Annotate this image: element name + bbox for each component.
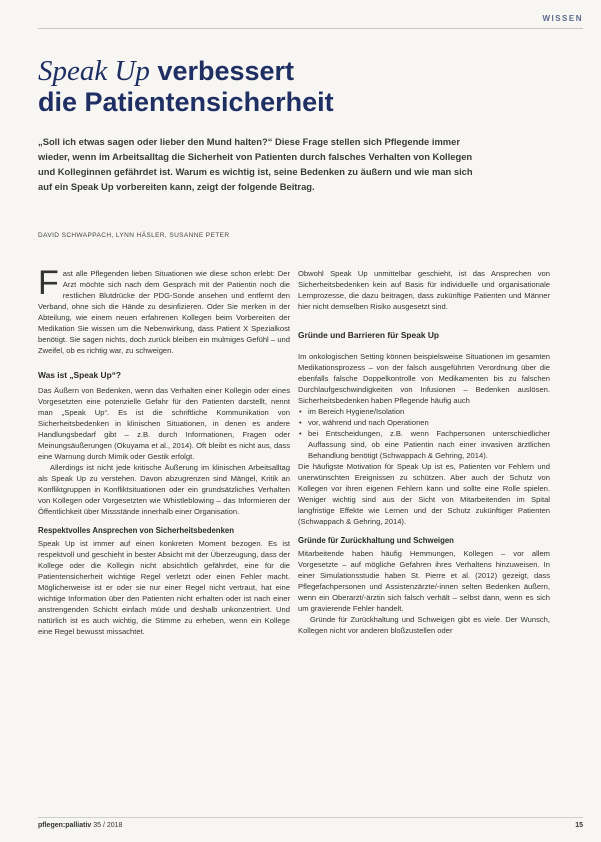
title-italic-part: Speak Up (38, 55, 150, 87)
paragraph-respektvoll: Speak Up ist immer auf einen konkreten Moment bezogen. Es ist respektvoll und geschieht in bester Absicht mit der Überzeugung, dass der Kollege oder die Kollegin nicht absichtlich gefährdet, eine für die Patientensicherheit wichtige Regel verletzt oder einen Fehler macht. Möglicherweise ist er oder sie nur einer Regel nicht vertraut, hat eine wichtige Information über den Patienten nicht erhalten oder ist nach einer anstrengenden Schicht einfach müde und deshalb unkonzentriert. Und natürlich ist es auch wichtig, die Stimme zu erheben, wenn ein Kollege eine Regel bewusst missachtet. (38, 539, 290, 636)
heading-respektvolles-ansprechen: Respektvolles Ansprechen von Sicherheitsbedenken (38, 526, 234, 535)
paragraph-gruende: Im onkologischen Setting können beispielsweise Situationen im gesamten Medikationsprozess – von der falsch ausgeführten Verordnung über die ebenfalls falsche Doppelkontrolle von Medikamenten bis zu falschen Durchlaufgeschwindigkeiten von Infusionen – Bedenken auslösen. Sicherheitsbedenken haben Pflegende häufig auch (298, 352, 550, 405)
paragraph-motivation: Die häufigste Motivation für Speak Up ist es, Patienten vor Fehlern und unerwünschten Ereignissen zu schützen. Aber auch der Schutz von Kollegen vor ihren eigenen Fehlern kann und sollte eine Rolle spielen. Weniger wichtig sind aus der Sicht von Mitarbeitenden im Spital langfristige Effekte wie Lernen und der Schutz zukünftiger Patienten (Schwappach & Gehring, 2014). (298, 462, 550, 526)
journal-info (38, 822, 122, 829)
page-footer (38, 817, 583, 830)
paragraph-zurueckhaltung-2: Gründe für Zurückhaltung und Schweigen gibt es viele. Der Wunsch, Kollegen nicht vor anderen bloßzustellen oder (298, 615, 550, 635)
paragraph-zurueckhaltung: Mitarbeitende haben häufig Hemmungen, Kollegen – vor allem Vorgesetzte – auf mögliche Gefahren ihres Verhaltens hinzuweisen. In einer Simulationsstudie haben St. Pierre et al. (2012) gezeigt, dass Pflegefachpersonen und Assistenzärzte/-innen selten Bedenken äußern, wenn ein Oberarzt/-ärztin sich falsch verhält – selbst dann, wenn es sich um gravierende Fehler handelt. (298, 549, 550, 613)
list-item: • im Bereich Hygiene/Isolation (308, 406, 550, 417)
heading-zurueckhaltung: Gründe für Zurückhaltung und Schweigen (298, 536, 454, 545)
drop-cap: F (38, 264, 59, 302)
heading-was-ist-speak-up: Was ist „Speak Up“? (38, 370, 121, 380)
page-number: 15 (575, 822, 583, 829)
title-bold-part-1: verbessert (149, 56, 295, 86)
intro-text: ast alle Pflegenden lieben Situationen wie diese schon erlebt: Der Arzt möchte sich nach dem Gespräch mit der Patientin noch die restlichen Blutdrücke der PDG-Sonde ansehen und entfernt den Verband, ohne sich die Hände zu desinfizieren. Oder Sie merken in der Abteilung, wie einem neuen erfahrenen Kollegen beim Vorbereiten der Medikation Sie wissen um die Nebenwirkung, dass Patient X Spezialkost benötigt. Sie sagen nichts, doch zurück bleiben ein mulmiges Gefühl – und Zweifel, ob es richtig war, zu schweigen. (38, 269, 290, 355)
journal-issue: 35 / 2018 (91, 822, 123, 829)
left-column (38, 264, 290, 637)
right-column (298, 268, 550, 636)
title-bold-part-2: die Patientensicherheit (38, 87, 334, 117)
journal-brand: pflegen:palliativ (38, 822, 92, 829)
concerns-list (298, 406, 550, 461)
list-item: • vor, während und nach Operationen (308, 417, 550, 428)
paragraph-was: Das Äußern von Bedenken, wenn das Verhalten einer Kollegin oder eines Vorgesetzten eine potenzielle Gefahr für den Patienten darstellt, nennt man „Speak Up“. Es ist die schriftliche Kommunikation von Sicherheitsbedenken in klinischen Situationen, in denen es andere Handlungsbedarf gibt – z.B. durch Informationen, Fragen oder Meinungsäußerungen (Okuyama et al., 2014). Oft bleibt es nicht aus, dass eine Warnung durch Mimik oder Gestik erfolgt. (38, 386, 290, 461)
list-item: • bei Entscheidungen, z.B. wenn Fachpersonen unterschiedlicher Auffassung sind, ob eine Patientin nach einer invasiven ärztlichen Behandlung benötigt (Schwappach & Gehring, 2014). (308, 428, 550, 461)
section-label: WISSEN (542, 14, 583, 23)
header-rule (38, 28, 583, 29)
article-title (38, 56, 558, 118)
paragraph-obwohl: Obwohl Speak Up unmittelbar geschieht, ist das Ansprechen von Sicherheitsbedenken kein auf Basis für individuelle und organisationale Lernprozesse, die dazu beitragen, dass zukünftige Patienten und Männer hier nicht demselben Risiko ausgesetzt sind. (298, 269, 550, 311)
article-lead: „Soll ich etwas sagen oder lieber den Mund halten?“ Diese Frage stellen sich Pflegende immer wieder, wenn im Arbeitsalltag die Sicherheit von Patienten durch falsches Verhalten von Kollegen und Kolleginnen gefährdet ist. Warum es wichtig ist, seine Bedenken zu äußern und wie man sich auf ein Speak Up vorbereiten kann, zeigt der folgende Beitrag. (38, 136, 473, 192)
heading-gruende-barrieren: Gründe und Barrieren für Speak Up (298, 330, 440, 340)
intro-paragraph (38, 264, 290, 356)
paragraph-was-2: Allerdings ist nicht jede kritische Äußerung im klinischen Arbeitsalltag als Speak Up zu verstehen. Davon abzugrenzen sind Mängel, Kritik an Konfliktgruppen in Konfliktsituationen oder ein grundsätzliches Verhalten von Kollegen oder Vorgesetzten wie Whistleblowing – das Informieren der Öffentlichkeit über Missstände innerhalb einer Organisation. (38, 463, 290, 516)
authors-line: DAVID SCHWAPPACH, LYNN HÄSLER, SUSANNE PETER (38, 232, 230, 239)
